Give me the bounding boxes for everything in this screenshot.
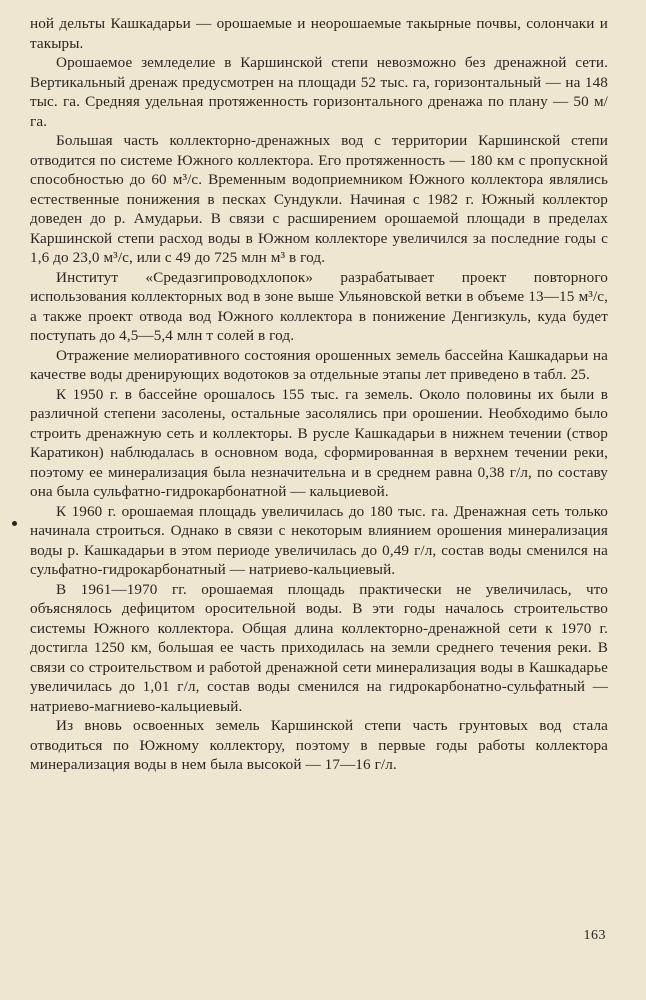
paragraph-new-lands: Из вновь освоенных земель Каршинской степи часть грунтовых вод стала отводиться по Южному коллектору, поэтому в первые годы работы коллектора минерализация воды в нем была высокой — 17—16 г/л. bbox=[30, 717, 608, 773]
paragraph-table-reference: Отражение мелиоративного состояния орошенных земель бассейна Кашкадарьи на качестве воды дренирующих водотоков за отдельные этапы лет приведено в табл. 25. bbox=[30, 346, 608, 383]
paragraph-institute-project: Институт «Средазгипроводхлопок» разрабатывает проект повторного использования коллекторных вод в зоне выше Ульяновской ветки в объеме 13—15 м³/с, а также проект отвода вод Южного коллектора в понижение Денгизкуль, куда будет поступать до 4,5—5,4 млн т солей в год. bbox=[30, 268, 608, 344]
paragraph-1950: К 1950 г. в бассейне орошалось 155 тыс. га земель. Около половины их были в различной степени засолены, остальные засолялись при орошении. Необходимо было строить дренажную сеть и коллекторы. В русле Кашкадарьи в нижнем течении (створ Каратикон) наблюдалась в основном вода, сформированная в верхнем течении реки, поэтому ее минерализация была незначительна и в среднем равна 0,38 г/л, по составу она была сульфатно-гидрокарбонатной — кальциевой. bbox=[30, 385, 608, 500]
paragraph-1961-1970: В 1961—1970 гг. орошаемая площадь практически не увеличилась, что объяснялось дефицитом оросительной воды. В эти годы началось строительство системы Южного коллектора. Общая длина коллекторно-дренажной сети к 1970 г. достигла 1250 км, большая ее часть приходилась на земли среднего течения реки. В связи со строительством и работой дренажной сети минерализация воды в Кашкадарье увеличилась до 1,01 г/л, состав воды сменился на гидрокарбонатно-сульфатный — натриево-магниево-кальциевый. bbox=[30, 580, 608, 715]
page-number: 163 bbox=[583, 928, 606, 943]
paragraph-southern-collector: Большая часть коллекторно-дренажных вод с территории Каршинской степи отводится по системе Южного коллектора. Его протяженность — 180 км с пропускной способностью до 60 м³/с. Временным водоприемником Южного коллектора являлись естественные понижения в песках Сундукли. Начиная с 1982 г. Южный коллектор доведен до р. Амударьи. В связи с расширением орошаемой площади в пределах Каршинской степи расход воды в Южном коллекторе увеличился за последние годы с 1,6 до 23,0 м³/с, или с 49 до 725 млн м³ в год. bbox=[30, 132, 608, 266]
margin-dot-mark bbox=[12, 521, 17, 526]
paragraph-drainage-plan: Орошаемое земледелие в Каршинской степи невозможно без дренажной сети. Вертикальный дренаж предусмотрен на площади 52 тыс. га, горизонтальный — на 148 тыс. га. Средняя удельная протяженность горизонтального дренажа по плану — 50 м/га. bbox=[30, 54, 608, 130]
paragraph-1960: К 1960 г. орошаемая площадь увеличилась до 180 тыс. га. Дренажная сеть только начинала строиться. Однако в связи с некоторым влиянием орошения минерализация воды р. Кашкадарьи в этом периоде увеличилась до 0,49 г/л, состав воды сменился на сульфатно-гидрокарбонатный — натриево-кальциевый. bbox=[30, 502, 608, 578]
paragraph-continuation: ной дельты Кашкадарьи — орошаемые и неорошаемые такырные почвы, солончаки и такыры. bbox=[30, 15, 608, 52]
